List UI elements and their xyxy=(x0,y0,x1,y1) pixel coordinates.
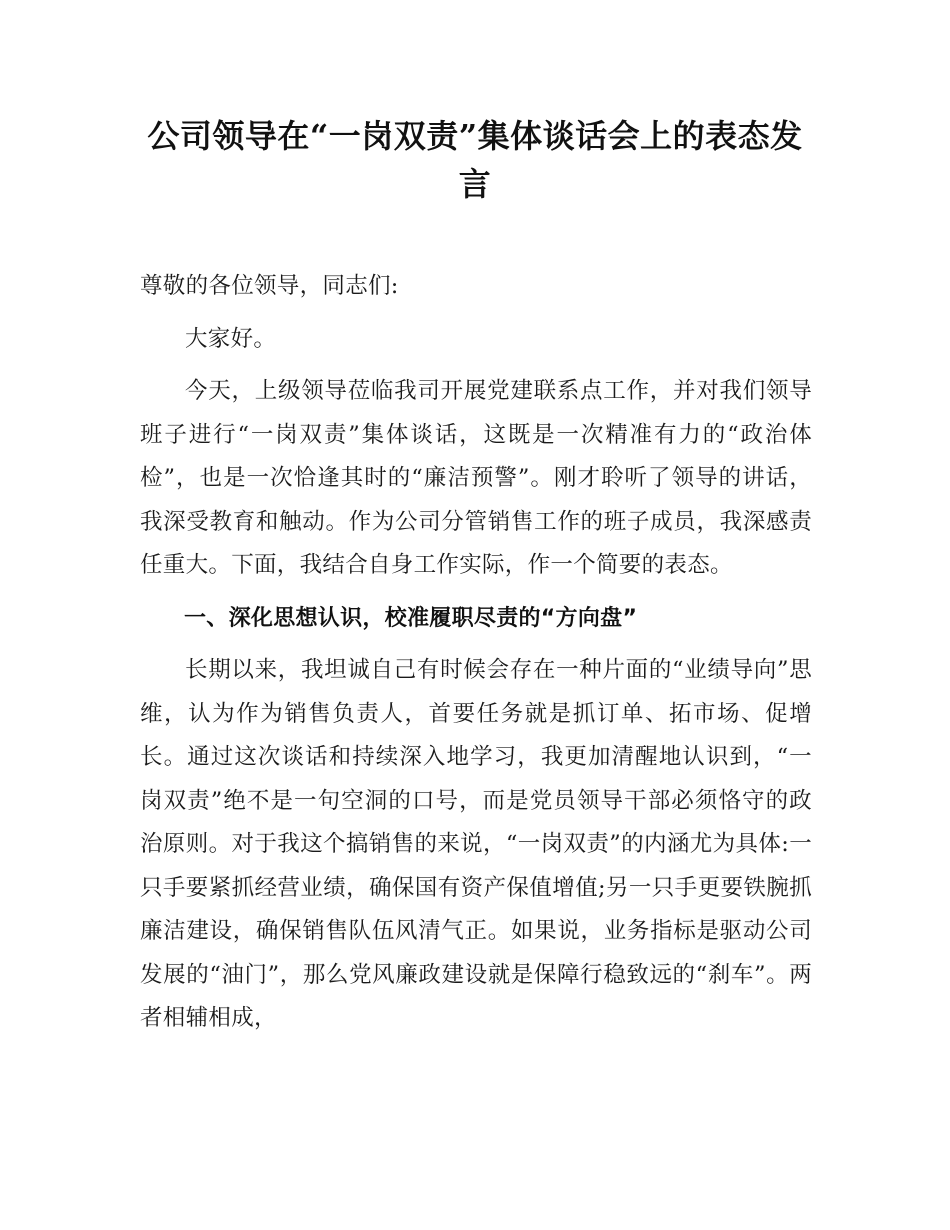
section-1-heading: 一、深化思想认识，校准履职尽责的“方向盘” xyxy=(184,605,638,631)
greeting: 大家好。 xyxy=(185,325,277,352)
document-title: 公司领导在“一岗双责”集体谈话会上的表态发言 xyxy=(147,117,803,203)
document-body xyxy=(140,265,812,1050)
intro-paragraph: 今天，上级领导莅临我司开展党建联系点工作，并对我们领导班子进行“一岗双责”集体谈话，这既是一次精准有力的“政治体检”，也是一次恰逢其时的“廉洁预警”。刚才聆听了领导的讲话，我深受教育和触动。作为公司分管销售工作的班子成员，我深感责任重大。下面，我结合自身工作实际，作一个简要的表态。 xyxy=(140,378,812,578)
salutation: 尊敬的各位领导，同志们: xyxy=(140,273,399,299)
section-1-paragraph: 长期以来，我坦诚自己有时候会存在一种片面的“业绩导向”思维，认为作为销售负责人，首要任务就是抓订单、拓市场、促增长。通过这次谈话和持续深入地学习，我更加清醒地认识到，“一岗双责”绝不是一句空洞的口号，而是党员领导干部必须恪守的政治原则。对于我这个搞销售的来说，“一岗双责”的内涵尤为具体:一只手要紧抓经营业绩，确保国有资产保值增值;另一只手更要铁腕抓廉洁建设，确保销售队伍风清气正。如果说，业务指标是驱动公司发展的“油门”，那么党风廉政建设就是保障行稳致远的“刹车”。两者相辅相成， xyxy=(140,657,812,1031)
